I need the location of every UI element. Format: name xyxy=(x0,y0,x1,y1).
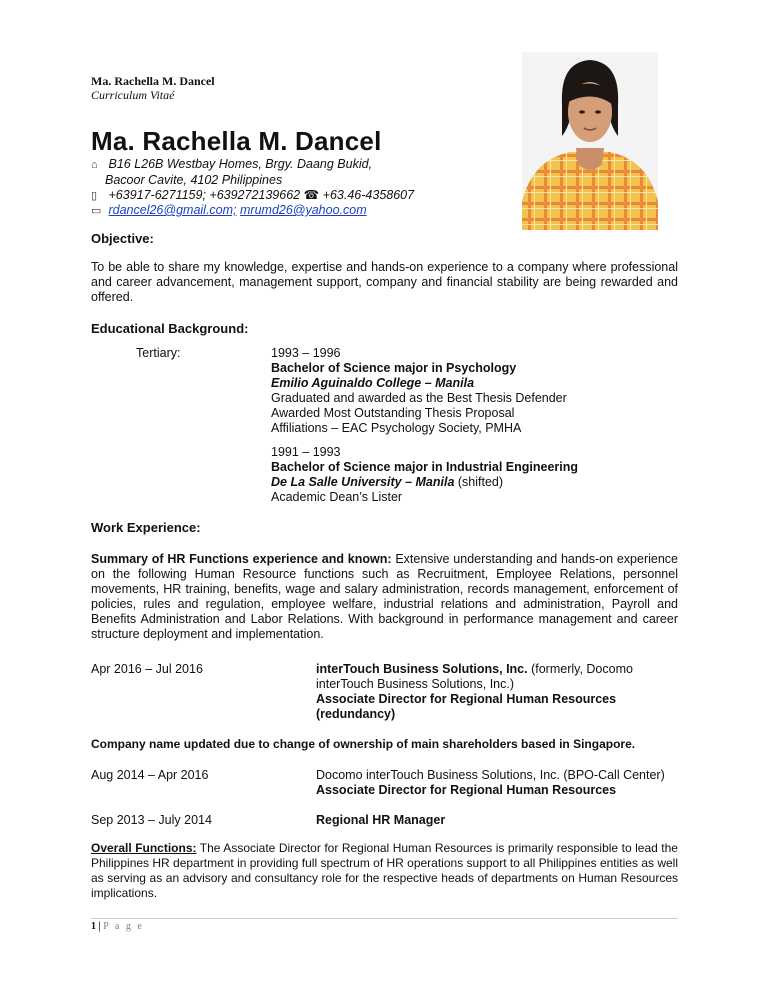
education-years: 1991 – 1993 xyxy=(271,445,341,459)
address-text-1: B16 L26B Westbay Homes, Brgy. Daang Bukid, xyxy=(108,157,373,171)
job-dates: Apr 2016 – Jul 2016 xyxy=(91,662,203,676)
objective-text: To be able to share my knowledge, expertise and hands-on experience to a company where professional and career advancement, management support, company and financial stability are being rewarded and offered. xyxy=(91,260,678,304)
profile-photo xyxy=(522,52,658,230)
address-text-2: Bacoor Cavite, 4102 Philippines xyxy=(105,173,283,187)
page-separator: | xyxy=(96,921,104,932)
hr-summary-text: Extensive understanding and hands-on experience on the following Human Resource functions such as Recruitment, Employee Relations, personnel movements, HR training, benefits, wage and salary administration, records management, enforcement of policies, rules and regulation, employee welfare, industrial relations and administration, Payroll and Benefits Administration and Labor Relations. With background in performance management and career structure deployment and implementation. xyxy=(91,552,678,641)
job-company: interTouch Business Solutions, Inc. xyxy=(316,662,528,676)
company-update-note: Company name updated due to change of ownership of main shareholders based in Singapore. xyxy=(91,737,636,751)
job-title: Regional HR Manager xyxy=(316,813,446,827)
education-detail: Academic Dean’s Lister xyxy=(271,490,403,504)
computer-icon: ▭ xyxy=(91,205,102,217)
page-word: P a g e xyxy=(103,921,144,932)
mobile-phone-icon: ▯ xyxy=(91,190,98,202)
overall-functions xyxy=(91,841,678,901)
header-name: Ma. Rachella M. Dancel xyxy=(91,74,215,88)
overall-functions-text: The Associate Director for Regional Human Resources is primarily responsible to lead the Philippines HR department in providing full spectrum of HR operations support to all Philippines entities as well as serving as an advisory and consultancy role for the respective heads of departments on Human Resources implications. xyxy=(91,841,678,900)
job-company: Docomo interTouch Business Solutions, Inc. (BPO-Call Center) xyxy=(316,768,665,782)
header-subtitle: Curriculum Vitaé xyxy=(91,88,175,102)
job-dates: Aug 2014 – Apr 2016 xyxy=(91,768,209,782)
education-detail: Graduated and awarded as the Best Thesis Defender xyxy=(271,391,567,405)
email-line xyxy=(91,202,367,219)
education-school-note: (shifted) xyxy=(454,475,504,489)
job-title: Associate Director for Regional Human Resources (redundancy) xyxy=(316,692,617,721)
education-degree: Bachelor of Science major in Psychology xyxy=(271,361,517,375)
page-footer xyxy=(91,921,144,932)
hr-summary xyxy=(91,552,678,642)
education-detail: Affiliations – EAC Psychology Society, PMHA xyxy=(271,421,522,435)
mobile-numbers: +63917-6271159; +639272139662 xyxy=(108,188,301,202)
portrait-illustration xyxy=(522,52,658,230)
overall-functions-label: Overall Functions: xyxy=(91,841,197,855)
email-link-yahoo[interactable]: mrumd26@yahoo.com xyxy=(240,203,367,217)
job-entry-1 xyxy=(316,662,676,722)
email-link-gmail[interactable]: rdancel26@gmail.com; xyxy=(108,203,237,217)
candidate-name: Ma. Rachella M. Dancel xyxy=(91,126,382,156)
education-level-label: Tertiary: xyxy=(136,346,181,360)
objective-heading: Objective: xyxy=(91,231,154,246)
hr-summary-label: Summary of HR Functions experience and known: xyxy=(91,552,392,566)
education-detail: Awarded Most Outstanding Thesis Proposal xyxy=(271,406,515,420)
footer-divider xyxy=(91,918,678,919)
job-entry-2 xyxy=(316,768,676,798)
education-degree: Bachelor of Science major in Industrial Engineering xyxy=(271,460,579,474)
address-line-2 xyxy=(105,172,282,188)
job-company-note: (formerly, Docomo interTouch Business Solutions, Inc.) xyxy=(316,662,633,691)
education-school: De La Salle University – Manila xyxy=(271,475,455,489)
education-school: Emilio Aguinaldo College – Manila xyxy=(271,376,475,390)
landline-number: +63.46-4358607 xyxy=(322,188,415,202)
telephone-icon: ☎ xyxy=(303,188,320,202)
job-dates: Sep 2013 – July 2014 xyxy=(91,813,212,827)
page-number: 1 xyxy=(91,921,96,932)
address-line-1 xyxy=(91,156,372,173)
education-heading: Educational Background: xyxy=(91,321,249,336)
house-icon: ⌂ xyxy=(91,159,98,171)
education-entry-1 xyxy=(271,346,567,436)
education-years: 1993 – 1996 xyxy=(271,346,341,360)
education-entry-2 xyxy=(271,445,578,505)
work-heading: Work Experience: xyxy=(91,520,201,535)
job-title: Associate Director for Regional Human Resources xyxy=(316,783,617,797)
